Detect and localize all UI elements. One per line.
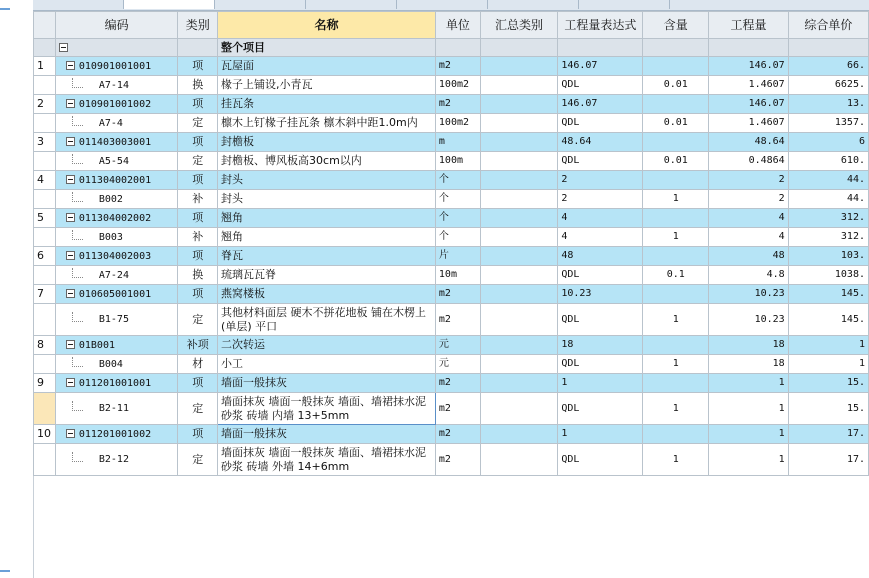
row-number bbox=[34, 76, 56, 95]
unit-cell[interactable]: 10m bbox=[435, 266, 480, 285]
category-cell[interactable]: 项 bbox=[178, 209, 218, 228]
quantity-cell[interactable]: 10.23 bbox=[709, 285, 789, 304]
expression-cell[interactable]: QDL bbox=[558, 152, 643, 171]
row-number bbox=[34, 444, 56, 476]
code-cell[interactable] bbox=[55, 209, 178, 228]
price-cell bbox=[788, 39, 868, 57]
code-text: 011304002002 bbox=[78, 212, 152, 224]
code-cell[interactable] bbox=[55, 393, 178, 425]
list-item-row[interactable] bbox=[34, 209, 869, 228]
content-cell[interactable]: 1 bbox=[643, 355, 709, 374]
content-cell[interactable] bbox=[643, 57, 709, 76]
category-cell[interactable]: 项 bbox=[178, 247, 218, 266]
price-cell[interactable]: 6 bbox=[788, 133, 868, 152]
quota-sub-row[interactable] bbox=[34, 355, 869, 374]
header-row bbox=[34, 12, 869, 39]
row-number bbox=[34, 266, 56, 285]
name-cell[interactable]: 椽子上铺设,小青瓦 bbox=[218, 76, 436, 95]
row-number: 1 bbox=[34, 57, 56, 76]
summary-cell[interactable] bbox=[480, 76, 558, 95]
summary-cell[interactable] bbox=[480, 95, 558, 114]
price-cell[interactable]: 1 bbox=[788, 355, 868, 374]
content-cell[interactable] bbox=[643, 133, 709, 152]
price-cell[interactable]: 44. bbox=[788, 190, 868, 209]
list-item-row[interactable] bbox=[34, 133, 869, 152]
category-cell[interactable]: 换 bbox=[178, 266, 218, 285]
quantity-cell[interactable]: 48.64 bbox=[709, 133, 789, 152]
code-cell[interactable] bbox=[55, 266, 178, 285]
quantity-cell[interactable]: 1 bbox=[709, 444, 789, 476]
summary-cell[interactable] bbox=[480, 247, 558, 266]
content-cell[interactable]: 0.1 bbox=[643, 266, 709, 285]
code-cell[interactable] bbox=[55, 152, 178, 171]
category-cell[interactable]: 定 bbox=[178, 304, 218, 336]
quantity-cell[interactable]: 1.4607 bbox=[709, 76, 789, 95]
quantity-cell[interactable]: 4 bbox=[709, 209, 789, 228]
summary-cell bbox=[480, 39, 558, 57]
unit-cell[interactable]: 个 bbox=[435, 209, 480, 228]
bill-of-quantities-grid bbox=[33, 11, 869, 476]
summary-cell[interactable] bbox=[480, 57, 558, 76]
quantity-cell[interactable]: 0.4864 bbox=[709, 152, 789, 171]
name-cell[interactable]: 墙面一般抹灰 bbox=[218, 425, 436, 444]
code-cell[interactable] bbox=[55, 39, 178, 57]
expression-cell[interactable]: 4 bbox=[558, 228, 643, 247]
code-cell[interactable] bbox=[55, 247, 178, 266]
content-cell[interactable] bbox=[643, 95, 709, 114]
category-cell[interactable]: 项 bbox=[178, 425, 218, 444]
code-text: 011403003001 bbox=[78, 136, 152, 148]
code-text: 01B001 bbox=[78, 339, 115, 351]
code-text: A7-14 bbox=[98, 79, 129, 91]
content-cell[interactable]: 1 bbox=[643, 228, 709, 247]
expression-cell[interactable]: QDL bbox=[558, 76, 643, 95]
name-cell[interactable]: 封头 bbox=[218, 190, 436, 209]
quantity-cell[interactable]: 1.4607 bbox=[709, 114, 789, 133]
list-item-row[interactable] bbox=[34, 425, 869, 444]
price-cell[interactable]: 1 bbox=[788, 336, 868, 355]
unit-cell[interactable]: m2 bbox=[435, 393, 480, 425]
code-text: B1-75 bbox=[98, 314, 129, 325]
content-cell[interactable] bbox=[643, 374, 709, 393]
collapse-icon[interactable] bbox=[66, 378, 75, 387]
quota-sub-row[interactable] bbox=[34, 228, 869, 247]
unit-cell[interactable]: 100m bbox=[435, 152, 480, 171]
expression-cell[interactable]: 4 bbox=[558, 209, 643, 228]
summary-cell[interactable] bbox=[480, 336, 558, 355]
category-cell[interactable]: 定 bbox=[178, 393, 218, 425]
row-number: 4 bbox=[34, 171, 56, 190]
quota-sub-row[interactable] bbox=[34, 444, 869, 476]
category-cell[interactable]: 定 bbox=[178, 152, 218, 171]
list-item-row[interactable] bbox=[34, 336, 869, 355]
summary-cell[interactable] bbox=[480, 190, 558, 209]
unit-cell[interactable]: 个 bbox=[435, 228, 480, 247]
collapse-icon[interactable] bbox=[66, 251, 75, 260]
left-panel-marker bbox=[0, 8, 10, 10]
unit-cell[interactable]: m2 bbox=[435, 425, 480, 444]
collapse-icon[interactable] bbox=[66, 175, 75, 184]
row-number: 2 bbox=[34, 95, 56, 114]
quantity-cell[interactable]: 18 bbox=[709, 336, 789, 355]
content-cell[interactable] bbox=[643, 247, 709, 266]
unit-cell[interactable]: 元 bbox=[435, 336, 480, 355]
summary-cell[interactable] bbox=[480, 266, 558, 285]
unit-cell[interactable]: 个 bbox=[435, 190, 480, 209]
row-number bbox=[34, 355, 56, 374]
summary-cell[interactable] bbox=[480, 228, 558, 247]
price-cell[interactable]: 15. bbox=[788, 393, 868, 425]
collapse-icon[interactable] bbox=[66, 289, 75, 298]
row-number: 10 bbox=[34, 425, 56, 444]
quantity-cell[interactable]: 10.23 bbox=[709, 304, 789, 336]
name-cell[interactable]: 墙面抹灰 墙面一般抹灰 墙面、墙裙抹水泥砂浆 砖墙 外墙 14+6mm bbox=[218, 444, 436, 476]
code-text: B004 bbox=[98, 358, 123, 370]
name-cell[interactable]: 小工 bbox=[218, 355, 436, 374]
name-cell[interactable]: 挂瓦条 bbox=[218, 95, 436, 114]
unit-cell[interactable]: m2 bbox=[435, 95, 480, 114]
quota-sub-row[interactable] bbox=[34, 76, 869, 95]
category-cell[interactable]: 补 bbox=[178, 228, 218, 247]
code-cell[interactable] bbox=[55, 171, 178, 190]
summary-cell[interactable] bbox=[480, 171, 558, 190]
collapse-icon[interactable] bbox=[66, 137, 75, 146]
quota-sub-row[interactable] bbox=[34, 190, 869, 209]
content-cell[interactable]: 1 bbox=[643, 393, 709, 425]
header-quantity[interactable]: 工程量 bbox=[709, 12, 789, 39]
row-number: 6 bbox=[34, 247, 56, 266]
quantity-cell[interactable]: 4.8 bbox=[709, 266, 789, 285]
name-cell[interactable]: 整个项目 bbox=[218, 39, 436, 57]
tree-connector-icon bbox=[72, 192, 83, 202]
expression-cell[interactable]: 48 bbox=[558, 247, 643, 266]
unit-cell bbox=[435, 39, 480, 57]
content-cell[interactable]: 0.01 bbox=[643, 114, 709, 133]
price-cell[interactable]: 44. bbox=[788, 171, 868, 190]
quantity-cell[interactable]: 48 bbox=[709, 247, 789, 266]
row-number: 3 bbox=[34, 133, 56, 152]
price-cell[interactable]: 13. bbox=[788, 95, 868, 114]
expression-cell[interactable]: 146.07 bbox=[558, 57, 643, 76]
price-cell[interactable]: 145. bbox=[788, 285, 868, 304]
row-number bbox=[34, 152, 56, 171]
name-cell[interactable]: 檩木上钉椽子挂瓦条 檩木斜中距1.0m内 bbox=[218, 114, 436, 133]
tree-connector-icon bbox=[72, 116, 83, 126]
summary-cell[interactable] bbox=[480, 425, 558, 444]
quantity-cell[interactable]: 18 bbox=[709, 355, 789, 374]
unit-cell[interactable]: m bbox=[435, 133, 480, 152]
category-cell[interactable]: 定 bbox=[178, 114, 218, 133]
header-rownum bbox=[34, 12, 56, 39]
price-cell[interactable]: 610. bbox=[788, 152, 868, 171]
content-cell[interactable]: 0.01 bbox=[643, 76, 709, 95]
quantity-cell[interactable]: 2 bbox=[709, 190, 789, 209]
expression-cell[interactable]: 18 bbox=[558, 336, 643, 355]
unit-cell[interactable]: 片 bbox=[435, 247, 480, 266]
code-text: B003 bbox=[98, 231, 123, 243]
expression-cell[interactable]: QDL bbox=[558, 114, 643, 133]
header-unit[interactable]: 单位 bbox=[435, 12, 480, 39]
expression-cell bbox=[558, 39, 643, 57]
code-text: A7-24 bbox=[98, 269, 129, 281]
code-cell[interactable] bbox=[55, 76, 178, 95]
row-number bbox=[34, 304, 56, 336]
code-text: B002 bbox=[98, 193, 123, 205]
category-cell[interactable]: 项 bbox=[178, 95, 218, 114]
price-cell[interactable]: 66. bbox=[788, 57, 868, 76]
summary-cell[interactable] bbox=[480, 152, 558, 171]
content-cell[interactable] bbox=[643, 209, 709, 228]
list-item-row[interactable] bbox=[34, 95, 869, 114]
price-cell[interactable]: 15. bbox=[788, 374, 868, 393]
code-text: A5-54 bbox=[98, 155, 129, 167]
summary-cell[interactable] bbox=[480, 133, 558, 152]
tree-connector-icon bbox=[72, 357, 83, 367]
list-item-row[interactable] bbox=[34, 374, 869, 393]
code-cell[interactable] bbox=[55, 228, 178, 247]
collapse-icon[interactable] bbox=[66, 429, 75, 438]
tree-connector-icon bbox=[72, 452, 83, 462]
unit-cell[interactable]: m2 bbox=[435, 285, 480, 304]
name-cell[interactable]: 翘角 bbox=[218, 228, 436, 247]
code-cell[interactable] bbox=[55, 57, 178, 76]
tree-connector-icon bbox=[72, 268, 83, 278]
expression-cell[interactable]: 146.07 bbox=[558, 95, 643, 114]
code-cell[interactable] bbox=[55, 114, 178, 133]
code-cell[interactable] bbox=[55, 374, 178, 393]
tab-7[interactable] bbox=[579, 0, 670, 9]
left-panel-marker-bottom bbox=[0, 570, 10, 572]
name-cell[interactable]: 其他材料面层 硬木不拼花地板 铺在木楞上(单层) 平口 bbox=[218, 304, 436, 336]
row-number bbox=[34, 190, 56, 209]
list-item-row[interactable] bbox=[34, 247, 869, 266]
expression-cell[interactable]: QDL bbox=[558, 304, 643, 336]
expression-cell[interactable]: QDL bbox=[558, 355, 643, 374]
price-cell[interactable]: 145. bbox=[788, 304, 868, 336]
quantity-cell[interactable]: 1 bbox=[709, 425, 789, 444]
unit-cell[interactable]: m2 bbox=[435, 374, 480, 393]
name-cell[interactable]: 封檐板、博风板高30cm以内 bbox=[218, 152, 436, 171]
expression-cell[interactable]: 1 bbox=[558, 425, 643, 444]
whole-project-row[interactable] bbox=[34, 39, 869, 57]
tab-5[interactable] bbox=[397, 0, 488, 9]
unit-cell[interactable]: 个 bbox=[435, 171, 480, 190]
tree-connector-icon bbox=[72, 78, 83, 88]
price-cell[interactable]: 6625. bbox=[788, 76, 868, 95]
unit-cell[interactable]: m2 bbox=[435, 57, 480, 76]
category-cell[interactable]: 项 bbox=[178, 171, 218, 190]
row-number: 8 bbox=[34, 336, 56, 355]
row-number bbox=[34, 228, 56, 247]
quantity-cell[interactable]: 146.07 bbox=[709, 95, 789, 114]
summary-cell[interactable] bbox=[480, 374, 558, 393]
quantity-cell[interactable]: 2 bbox=[709, 171, 789, 190]
category-cell[interactable]: 项 bbox=[178, 285, 218, 304]
price-cell[interactable]: 1357. bbox=[788, 114, 868, 133]
code-cell[interactable] bbox=[55, 425, 178, 444]
tree-connector-icon bbox=[72, 312, 83, 322]
tab-6[interactable] bbox=[488, 0, 579, 9]
tab-2[interactable] bbox=[124, 0, 215, 9]
category-cell[interactable]: 项 bbox=[178, 57, 218, 76]
code-text: 010605001001 bbox=[78, 288, 152, 300]
summary-cell[interactable] bbox=[480, 114, 558, 133]
tab-4[interactable] bbox=[306, 0, 397, 9]
code-cell[interactable] bbox=[55, 285, 178, 304]
category-cell[interactable]: 换 bbox=[178, 76, 218, 95]
summary-cell[interactable] bbox=[480, 355, 558, 374]
name-cell[interactable]: 封檐板 bbox=[218, 133, 436, 152]
category-cell[interactable]: 补项 bbox=[178, 336, 218, 355]
summary-cell[interactable] bbox=[480, 444, 558, 476]
header-content[interactable]: 含量 bbox=[643, 12, 709, 39]
tab-3[interactable] bbox=[215, 0, 306, 9]
quota-sub-row[interactable] bbox=[34, 152, 869, 171]
expression-cell[interactable]: 2 bbox=[558, 190, 643, 209]
price-cell[interactable]: 312. bbox=[788, 209, 868, 228]
expression-cell[interactable]: 2 bbox=[558, 171, 643, 190]
row-number bbox=[34, 114, 56, 133]
price-cell[interactable]: 17. bbox=[788, 425, 868, 444]
code-text: A7-4 bbox=[98, 117, 123, 129]
collapse-icon[interactable] bbox=[59, 43, 68, 52]
code-text: 011304002001 bbox=[78, 174, 152, 186]
row-number bbox=[34, 393, 56, 425]
price-cell[interactable]: 17. bbox=[788, 444, 868, 476]
header-unit-price[interactable]: 综合单价 bbox=[788, 12, 868, 39]
code-cell[interactable] bbox=[55, 133, 178, 152]
list-item-row[interactable] bbox=[34, 171, 869, 190]
tab-strip bbox=[33, 0, 869, 11]
quota-sub-row[interactable] bbox=[34, 393, 869, 425]
expression-cell[interactable]: 48.64 bbox=[558, 133, 643, 152]
name-cell[interactable]: 翘角 bbox=[218, 209, 436, 228]
quota-sub-row[interactable] bbox=[34, 304, 869, 336]
price-cell[interactable]: 103. bbox=[788, 247, 868, 266]
name-cell[interactable]: 墙面一般抹灰 bbox=[218, 374, 436, 393]
collapse-icon[interactable] bbox=[66, 213, 75, 222]
summary-cell[interactable] bbox=[480, 285, 558, 304]
header-name[interactable]: 名称 bbox=[218, 12, 436, 39]
expression-cell[interactable]: QDL bbox=[558, 444, 643, 476]
left-panel bbox=[0, 0, 34, 578]
summary-cell[interactable] bbox=[480, 304, 558, 336]
expression-cell[interactable]: 10.23 bbox=[558, 285, 643, 304]
price-cell[interactable]: 1038. bbox=[788, 266, 868, 285]
category-cell[interactable]: 材 bbox=[178, 355, 218, 374]
row-number bbox=[34, 39, 56, 57]
header-code[interactable]: 编码 bbox=[55, 12, 178, 39]
name-cell[interactable]: 墙面抹灰 墙面一般抹灰 墙面、墙裙抹水泥砂浆 砖墙 内墙 13+5mm bbox=[218, 393, 436, 425]
expression-cell[interactable]: 1 bbox=[558, 374, 643, 393]
code-cell[interactable] bbox=[55, 444, 178, 476]
unit-cell[interactable]: 100m2 bbox=[435, 76, 480, 95]
unit-cell[interactable]: 100m2 bbox=[435, 114, 480, 133]
name-cell[interactable]: 脊瓦 bbox=[218, 247, 436, 266]
summary-cell[interactable] bbox=[480, 393, 558, 425]
expression-cell[interactable]: QDL bbox=[558, 393, 643, 425]
unit-cell[interactable]: m2 bbox=[435, 444, 480, 476]
content-cell[interactable]: 1 bbox=[643, 444, 709, 476]
quantity-cell[interactable]: 1 bbox=[709, 393, 789, 425]
collapse-icon[interactable] bbox=[66, 61, 75, 70]
category-cell bbox=[178, 39, 218, 57]
list-item-row[interactable] bbox=[34, 57, 869, 76]
code-text: B2-12 bbox=[98, 454, 129, 465]
category-cell[interactable]: 定 bbox=[178, 444, 218, 476]
code-cell[interactable] bbox=[55, 336, 178, 355]
name-cell[interactable]: 二次转运 bbox=[218, 336, 436, 355]
name-cell[interactable]: 封头 bbox=[218, 171, 436, 190]
quantity-cell[interactable]: 146.07 bbox=[709, 57, 789, 76]
header-summary-category[interactable]: 汇总类别 bbox=[480, 12, 558, 39]
code-text: B2-11 bbox=[98, 403, 129, 414]
quota-sub-row[interactable] bbox=[34, 266, 869, 285]
content-cell[interactable] bbox=[643, 171, 709, 190]
category-cell[interactable]: 项 bbox=[178, 374, 218, 393]
code-text: 010901001001 bbox=[78, 60, 152, 72]
category-cell[interactable]: 项 bbox=[178, 133, 218, 152]
unit-cell[interactable]: m2 bbox=[435, 304, 480, 336]
code-cell[interactable] bbox=[55, 190, 178, 209]
content-cell[interactable]: 0.01 bbox=[643, 152, 709, 171]
quantity-cell bbox=[709, 39, 789, 57]
code-cell[interactable] bbox=[55, 304, 178, 336]
collapse-icon[interactable] bbox=[66, 340, 75, 349]
content-cell[interactable]: 1 bbox=[643, 190, 709, 209]
tree-connector-icon bbox=[72, 154, 83, 164]
tab-1[interactable] bbox=[33, 0, 124, 9]
code-cell[interactable] bbox=[55, 355, 178, 374]
tree-connector-icon bbox=[72, 401, 83, 411]
row-number: 5 bbox=[34, 209, 56, 228]
content-cell[interactable] bbox=[643, 285, 709, 304]
content-cell bbox=[643, 39, 709, 57]
name-cell[interactable]: 瓦屋面 bbox=[218, 57, 436, 76]
collapse-icon[interactable] bbox=[66, 99, 75, 108]
unit-cell[interactable]: 元 bbox=[435, 355, 480, 374]
code-text: 011201001002 bbox=[78, 428, 152, 440]
code-text: 011304002003 bbox=[78, 250, 152, 262]
content-cell[interactable] bbox=[643, 336, 709, 355]
category-cell[interactable]: 补 bbox=[178, 190, 218, 209]
name-cell[interactable]: 燕窝楼板 bbox=[218, 285, 436, 304]
list-item-row[interactable] bbox=[34, 285, 869, 304]
content-cell[interactable]: 1 bbox=[643, 304, 709, 336]
name-cell[interactable]: 琉璃瓦瓦脊 bbox=[218, 266, 436, 285]
row-number: 9 bbox=[34, 374, 56, 393]
quantity-cell[interactable]: 1 bbox=[709, 374, 789, 393]
row-number: 7 bbox=[34, 285, 56, 304]
expression-cell[interactable]: QDL bbox=[558, 266, 643, 285]
price-cell[interactable]: 312. bbox=[788, 228, 868, 247]
header-quantity-expression[interactable]: 工程量表达式 bbox=[558, 12, 643, 39]
summary-cell[interactable] bbox=[480, 209, 558, 228]
tree-connector-icon bbox=[72, 230, 83, 240]
code-cell[interactable] bbox=[55, 95, 178, 114]
code-text: 010901001002 bbox=[78, 98, 152, 110]
header-category[interactable]: 类别 bbox=[178, 12, 218, 39]
quantity-cell[interactable]: 4 bbox=[709, 228, 789, 247]
content-cell[interactable] bbox=[643, 425, 709, 444]
code-text: 011201001001 bbox=[78, 377, 152, 389]
quota-sub-row[interactable] bbox=[34, 114, 869, 133]
